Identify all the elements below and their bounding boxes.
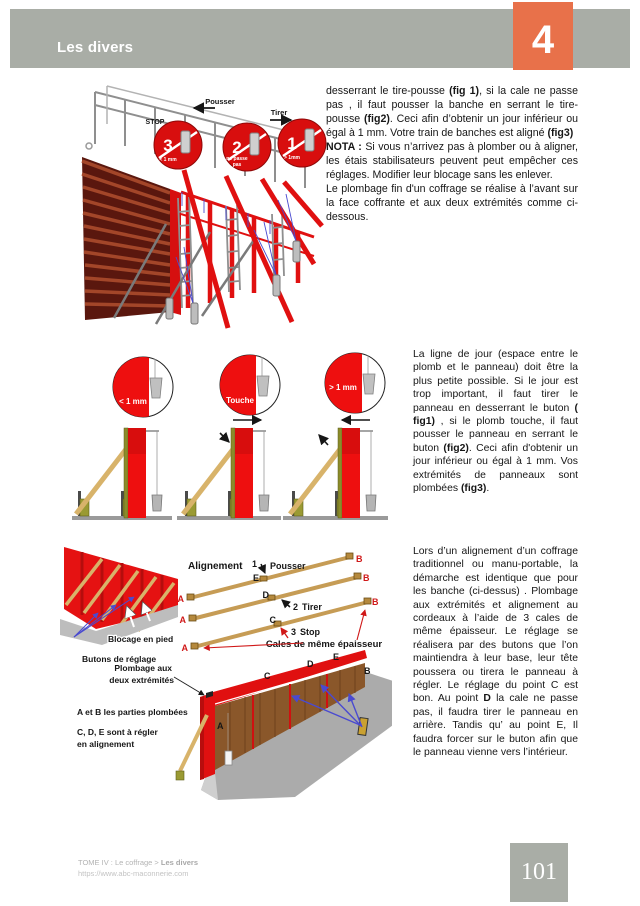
circle3-number: 3 [163, 136, 173, 155]
rail2-b: B [363, 573, 370, 583]
butons-label: Butons de réglage [82, 654, 157, 664]
page-number-badge: 101 [510, 843, 568, 902]
wall-a: A [217, 721, 224, 731]
paragraph-plombage-intro: Le plombage fin d'un coffrage se réalise à l’avant sur la face coffrante et aux deux extrémités comme ci-dessous. [326, 183, 578, 223]
subfig-1 [76, 357, 173, 518]
circle2-value-line1: ne passe [226, 156, 248, 162]
gap-label-3: > 1 mm [329, 383, 357, 392]
wall-e: E [333, 652, 340, 662]
plombage-label-line1: Plombage aux [114, 663, 172, 673]
inset-butons-view [60, 547, 178, 664]
step1-label: Pousser [270, 561, 306, 571]
circle1-number: 1 [287, 134, 297, 153]
figure-plumb-line [60, 348, 390, 528]
figure-banches-alignment [58, 84, 328, 342]
paragraph-nota: NOTA : Si vous n’arrivez pas à plomber ou à aligner, les étais stabilisateurs peuvent peut empêcher ces réglages. Modifier leur blocage sans les enlever. [326, 141, 578, 181]
tirer-label: Tirer [270, 108, 288, 117]
step2-number: 2 [293, 602, 299, 612]
circle3-value: < 1 mm [159, 157, 177, 163]
point-e-label: E [252, 573, 259, 583]
circle1-value: > 1mm [284, 155, 300, 161]
alignment-rails [178, 553, 383, 653]
pousser-label: Pousser [205, 97, 235, 106]
breadcrumb [78, 858, 198, 867]
step2-label: Tirer [302, 602, 322, 612]
blocage-label: Blocage en pied [108, 634, 174, 644]
point-d-label: D [262, 590, 269, 600]
subfig-3 [290, 353, 385, 518]
site-url-link[interactable]: https://www.abc-maconnerie.com [78, 869, 189, 878]
ab-legend: A et B les parties plombées [77, 707, 188, 717]
paragraph-banches [326, 84, 578, 224]
chapter-number-badge: 4 [513, 2, 573, 70]
cde-legend-line1: C, D, E sont à régler [77, 727, 158, 737]
loosen-arrow-icon [319, 435, 328, 445]
step3-number: 3 [291, 627, 297, 637]
wall-c: C [264, 671, 271, 681]
cales-label: Cales de même épaisseur [265, 639, 383, 650]
paragraph-ligne-de-jour: La ligne de jour (espace entre le plomb et le panneau) doit être la plus petite possible. Si le jour est trop important, il faut tirer le panneau en desserrant le buton ( fig1) , si le plomb touche, il faut pousser le panneau en serrant le buton (fig2). Ceci afin d'obtenir un jour inférieur ou égal à 1 mm. Vos extrémités de panneaux sont plombées (fig3). [413, 349, 578, 495]
paragraph-alignement: Lors d’un alignement d’un coffrage traditionnel ou manu-portable, la démarche est identique que pour les banche (ci-dessus) . Plombage aux extrémités et alignement au cordeaux à l’aide de 3 cales de même épaisseur. Le réglage se réalisera par des butons que l’on maintiendra à leur base, leur tête poussera ou tirera le panneau à régler. Le réglage du point C est bon. Au point D la cale ne passe pas, il faudra tirer le panneau en arrière. Tandis qu’ au point E, Il faudra forcer sur le buton afin que le panneau vienne vers l’intérieur. [413, 546, 578, 759]
step1-number: 1 [251, 559, 257, 569]
stop-label: STOP [145, 119, 165, 126]
tighten-arrow-icon [220, 433, 229, 442]
touch-label: Touche [226, 396, 254, 405]
breadcrumb-current: Les divers [160, 858, 198, 867]
callout-circle-3 [154, 121, 202, 169]
rail3-b: B [372, 597, 379, 607]
figure-alignment-diagram [60, 543, 392, 801]
plombage-label-line2: deux extrémités [109, 675, 174, 685]
subfig-2 [183, 355, 280, 518]
cde-legend-line2: en alignement [77, 739, 135, 749]
rail3-a: A [181, 643, 188, 653]
gap-label-1: < 1 mm [119, 397, 147, 406]
slatted-formwork-face [82, 157, 181, 320]
step3-label: Stop [300, 627, 320, 637]
wall-b: B [364, 666, 371, 676]
circle2-number: 2 [232, 138, 242, 157]
wall-3d-view [77, 650, 392, 800]
alignement-label: Alignement [188, 561, 243, 572]
paragraph-banches-part1: desserrant le tire-pousse (fig 1), si la cale ne passe pas , il faut pousser la banche en serrant le tire-pousse (fig2). Ceci afin d’obtenir un jour inférieur ou égal à 1 mm. Votre train de banches est aligné (fig3) [326, 85, 578, 139]
rail1-b: B [356, 554, 363, 564]
circle2-value-line2: pas [232, 162, 242, 168]
wall-d: D [307, 659, 314, 669]
point-c-label: C [269, 615, 276, 625]
page-title: Les divers [57, 39, 134, 56]
callout-circle-1 [278, 119, 326, 167]
callout-circle-2 [223, 123, 271, 171]
breadcrumb-prefix: TOME IV : Le coffrage > [78, 858, 161, 867]
rail1-a: A [177, 594, 184, 604]
rail2-a: A [179, 615, 186, 625]
